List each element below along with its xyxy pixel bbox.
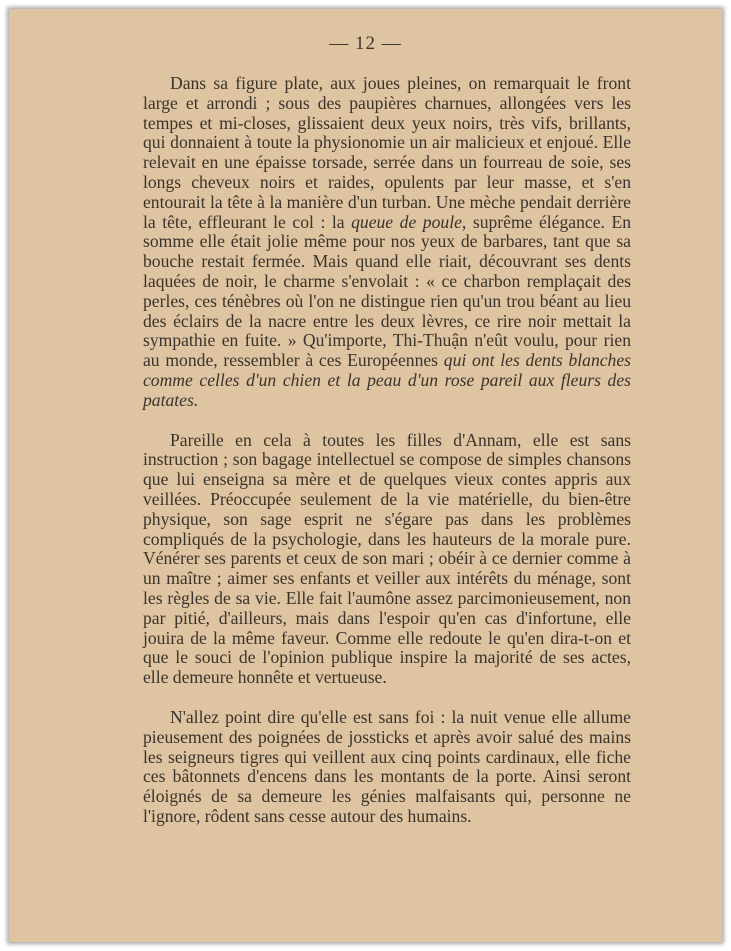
paragraph-1-text-b: , suprême élégance. En somme elle était jolie même pour nos yeux de barbares, tant que sa bouche restait fermée. Mais quand elle riait, découvrant ses dents laquées de noir, le charme s'envolait : « ce charbon remplaçait des perles, ces ténèbres où l'on ne distingue rien qu'un trou béant au lieu des éclairs de la nacre entre les deux lèvres, ce rire noir mettait la sympathie en fuite. » Qu'importe, Thi-Thuận n'eût voulu, pour rien au monde, ressembler à ces Européennes bbox=[143, 211, 631, 371]
paragraph-1-italic-queue-de-poule: queue de poule bbox=[351, 211, 462, 232]
paragraph-2: Pareille en cela à toutes les filles d'Annam, elle est sans instruction ; son bagage intellectuel se compose de simples chansons que lui enseigna sa mère et de quelques vieux contes appris aux veillées. Préoccupée seulement de la vie matérielle, du bien-être physique, son sage esprit ne s'égare pas dans les problèmes compliqués de la psychologie, dans les hauteurs de la morale pure. Vénérer ses parents et ceux de son mari ; obéir à ce dernier comme à un maître ; aimer ses enfants et veiller aux intérêts du ménage, sont les règles de sa vie. Elle fait l'aumône assez parcimonieusement, non par pitié, d'ailleurs, mais dans l'espoir qu'en cas d'infortune, elle jouira de la même faveur. Comme elle redoute le qu'en dira-t-on et que le souci de l'opinion publique inspire la majorité de ses actes, elle demeure honnête et vertueuse. bbox=[143, 429, 631, 688]
paragraph-1-italic-quote: qui ont les dents blanches comme celles d'un chien et la peau d'un rose pareil aux fleurs des patates. bbox=[143, 350, 631, 410]
paragraph-3: N'allez point dire qu'elle est sans foi : la nuit venue elle allume pieusement des poignées de jossticks et après avoir salué des mains les seigneurs tigres qui veillent aux cinq points cardinaux, elle fiche ces bâtonnets d'encens dans les montants de la porte. Ainsi seront éloignés de sa demeure les génies malfaisants qui, personne ne l'ignore, rôdent sans cesse autour des humains. bbox=[143, 706, 631, 826]
body-text bbox=[143, 74, 631, 827]
book-page bbox=[9, 9, 722, 942]
paragraph-1 bbox=[143, 74, 631, 411]
page-number: — 12 — bbox=[329, 33, 402, 54]
paragraph-1-text-a: Dans sa figure plate, aux joues pleines, on remarquait le front large et arrondi ; sous des paupières charnues, allongées vers les tempes et mi-closes, glissaient deux yeux noirs, très vifs, brillants, qui donnaient à toute la physionomie un air malicieux et enjoué. Elle relevait en une épaisse torsade, serrée dans un fourreau de soie, ses longs cheveux noirs et raides, opulents par leur masse, et s'en entourait la tête à la manière d'un turban. Une mèche pendait derrière la tête, effleurant le col : la bbox=[143, 73, 631, 232]
